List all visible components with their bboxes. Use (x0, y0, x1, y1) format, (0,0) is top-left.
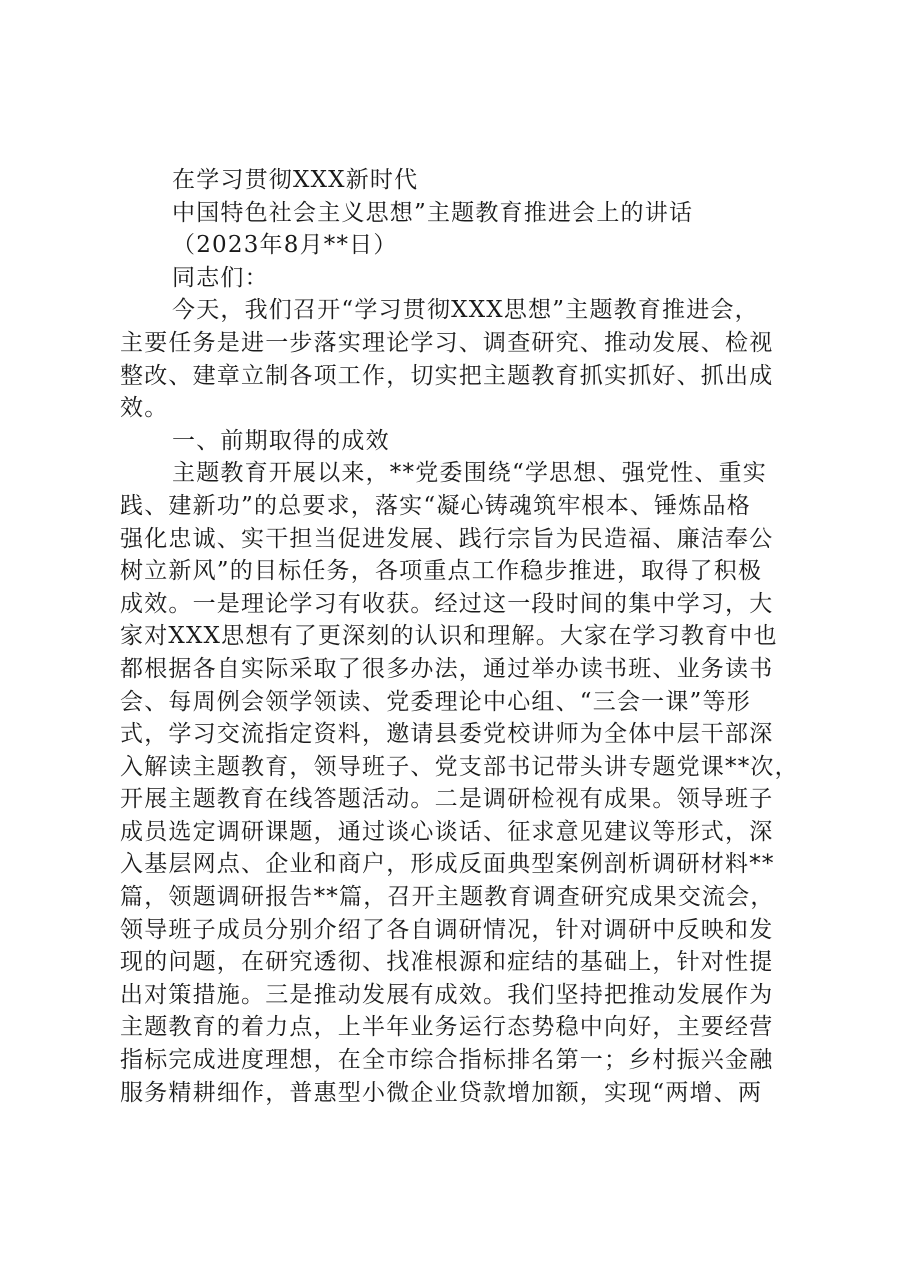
paragraph-line: 式，学习交流指定资料，邀请县委党校讲师为全体中层干部深 (120, 721, 774, 748)
paragraph-line: 践、建新功”的总要求，落实“凝心铸魂筑牢根本、锤炼品格 (120, 492, 751, 519)
paragraph-line: 会、每周例会领学领读、党委理论中心组、“三会一课”等形 (120, 688, 751, 715)
paragraph-line: 成员选定调研课题，通过谈心谈话、征求意见建议等形式，深 (120, 818, 774, 845)
speech-date: （2023年8月**日） (172, 232, 398, 259)
paragraph-line: 树立新风”的目标任务，各项重点工作稳步推进，取得了积极 (120, 558, 763, 585)
title-line-2: 中国特色社会主义思想”主题教育推进会上的讲话 (172, 199, 694, 226)
paragraph-line: 服务精耕细作，普惠型小微企业贷款增加额，实现“两增、两 (120, 1079, 763, 1106)
paragraph-line: 主题教育开展以来，**党委围绕“学思想、强党性、重实 (172, 460, 767, 487)
paragraph-line: 开展主题教育在线答题活动。二是调研检视有成果。领导班子 (120, 786, 774, 813)
section-heading: 一、前期取得的成效 (172, 427, 390, 454)
paragraph-line: 整改、建章立制各项工作，切实把主题教育抓实抓好、抓出成 (120, 362, 774, 389)
paragraph-line: 出对策措施。三是推动发展有成效。我们坚持把推动发展作为 (120, 981, 774, 1008)
paragraph-line: 主要任务是进一步落实理论学习、调查研究、推动发展、检视 (120, 329, 774, 356)
paragraph-line: 效。 (120, 395, 169, 422)
paragraph-line: 篇，领题调研报告**篇，召开主题教育调查研究成果交流会， (120, 884, 775, 911)
document-body (120, 164, 800, 1109)
paragraph-line: 现的问题，在研究透彻、找准根源和症结的基础上，针对性提 (120, 949, 774, 976)
paragraph-line: 成效。一是理论学习有收获。经过这一段时间的集中学习，大 (120, 590, 774, 617)
paragraph-line: 家对XXX思想有了更深刻的认识和理解。大家在学习教育中也 (120, 623, 778, 650)
paragraph-line: 主题教育的着力点，上半年业务运行态势稳中向好，主要经营 (120, 1014, 774, 1041)
paragraph-line: 今天，我们召开“学习贯彻XXX思想”主题教育推进会， (172, 297, 759, 324)
paragraph-line: 指标完成进度理想，在全市综合指标排名第一；乡村振兴金融 (120, 1047, 774, 1074)
paragraph-line: 都根据各自实际采取了很多办法，通过举办读书班、业务读书 (120, 655, 774, 682)
paragraph-line: 领导班子成员分别介绍了各自调研情况，针对调研中反映和发 (120, 916, 774, 943)
salutation: 同志们： (172, 264, 269, 291)
paragraph-line: 强化忠诚、实干担当促进发展、践行宗旨为民造福、廉洁奉公 (120, 525, 774, 552)
title-line-1: 在学习贯彻XXX新时代 (172, 167, 419, 193)
paragraph-line: 入基层网点、企业和商户，形成反面典型案例剖析调研材料** (120, 851, 775, 878)
paragraph-line: 入解读主题教育，领导班子、党支部书记带头讲专题党课**次， (120, 753, 799, 780)
